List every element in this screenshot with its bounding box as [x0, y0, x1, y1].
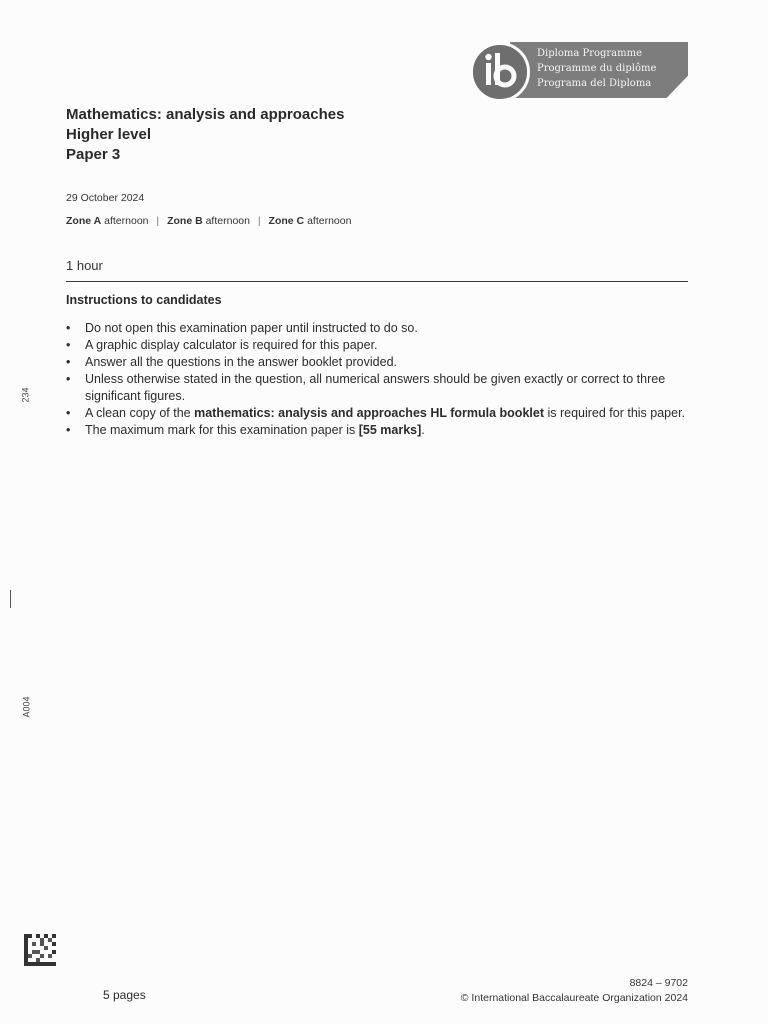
zone-a-label: Zone A	[66, 215, 102, 227]
zone-c-label: Zone C	[268, 215, 305, 227]
exam-date: 29 October 2024	[66, 192, 145, 204]
logo-line-en: Diploma Programme	[537, 48, 643, 59]
instruction-text: .	[421, 423, 425, 437]
instruction-text: Do not open this examination paper until instructed to do so.	[85, 321, 418, 335]
instructions-list	[66, 320, 696, 439]
side-code-bottom: A004	[21, 696, 32, 718]
instruction-item	[66, 405, 696, 422]
instruction-item	[66, 337, 696, 354]
instruction-item	[66, 422, 696, 439]
subject-title: Mathematics: analysis and approaches	[66, 106, 345, 123]
ib-logo-mark	[470, 42, 530, 102]
instruction-text: The maximum mark for this examination paper is	[85, 423, 359, 437]
logo-line-es: Programa del Diploma	[537, 78, 652, 89]
zone-a-time: afternoon	[104, 215, 149, 227]
instruction-text: Unless otherwise stated in the question, all numerical answers should be given exactly or correct to three significant figures.	[85, 372, 666, 403]
instructions-heading: Instructions to candidates	[66, 293, 222, 307]
ib-emblem-icon	[473, 45, 527, 99]
divider-line	[66, 281, 688, 282]
instruction-text: is required for this paper.	[543, 406, 686, 420]
copyright-notice: © International Baccalaureate Organization 2024	[460, 992, 688, 1004]
zone-separator: |	[156, 215, 160, 227]
level-title: Higher level	[66, 126, 152, 143]
instruction-item	[66, 371, 696, 405]
instruction-text: A graphic display calculator is required for this paper.	[85, 338, 378, 352]
exam-duration: 1 hour	[66, 258, 103, 273]
paper-number: Paper 3	[66, 146, 121, 163]
paper-code: 8824 – 9702	[629, 977, 688, 989]
side-margin-mark	[10, 590, 11, 608]
zone-times	[66, 215, 351, 227]
max-marks: [55 marks]	[358, 423, 422, 437]
zone-separator: |	[257, 215, 261, 227]
ib-logo	[470, 42, 688, 104]
zone-b-label: Zone B	[167, 215, 203, 227]
instruction-item	[66, 354, 696, 371]
side-code-top: 234	[20, 387, 31, 403]
instruction-item	[66, 320, 696, 337]
formula-booklet-name: mathematics: analysis and approaches HL formula booklet	[194, 406, 544, 420]
zone-c-time: afternoon	[307, 215, 352, 227]
instruction-text: Answer all the questions in the answer booklet provided.	[85, 355, 397, 369]
instruction-text: A clean copy of the	[85, 406, 195, 420]
logo-text	[537, 46, 656, 91]
zone-b-time: afternoon	[205, 215, 250, 227]
page-count: 5 pages	[103, 988, 146, 1002]
paper-title	[66, 105, 344, 165]
logo-line-fr: Programme du diplôme	[537, 63, 657, 74]
datamatrix-barcode-icon	[24, 934, 56, 966]
